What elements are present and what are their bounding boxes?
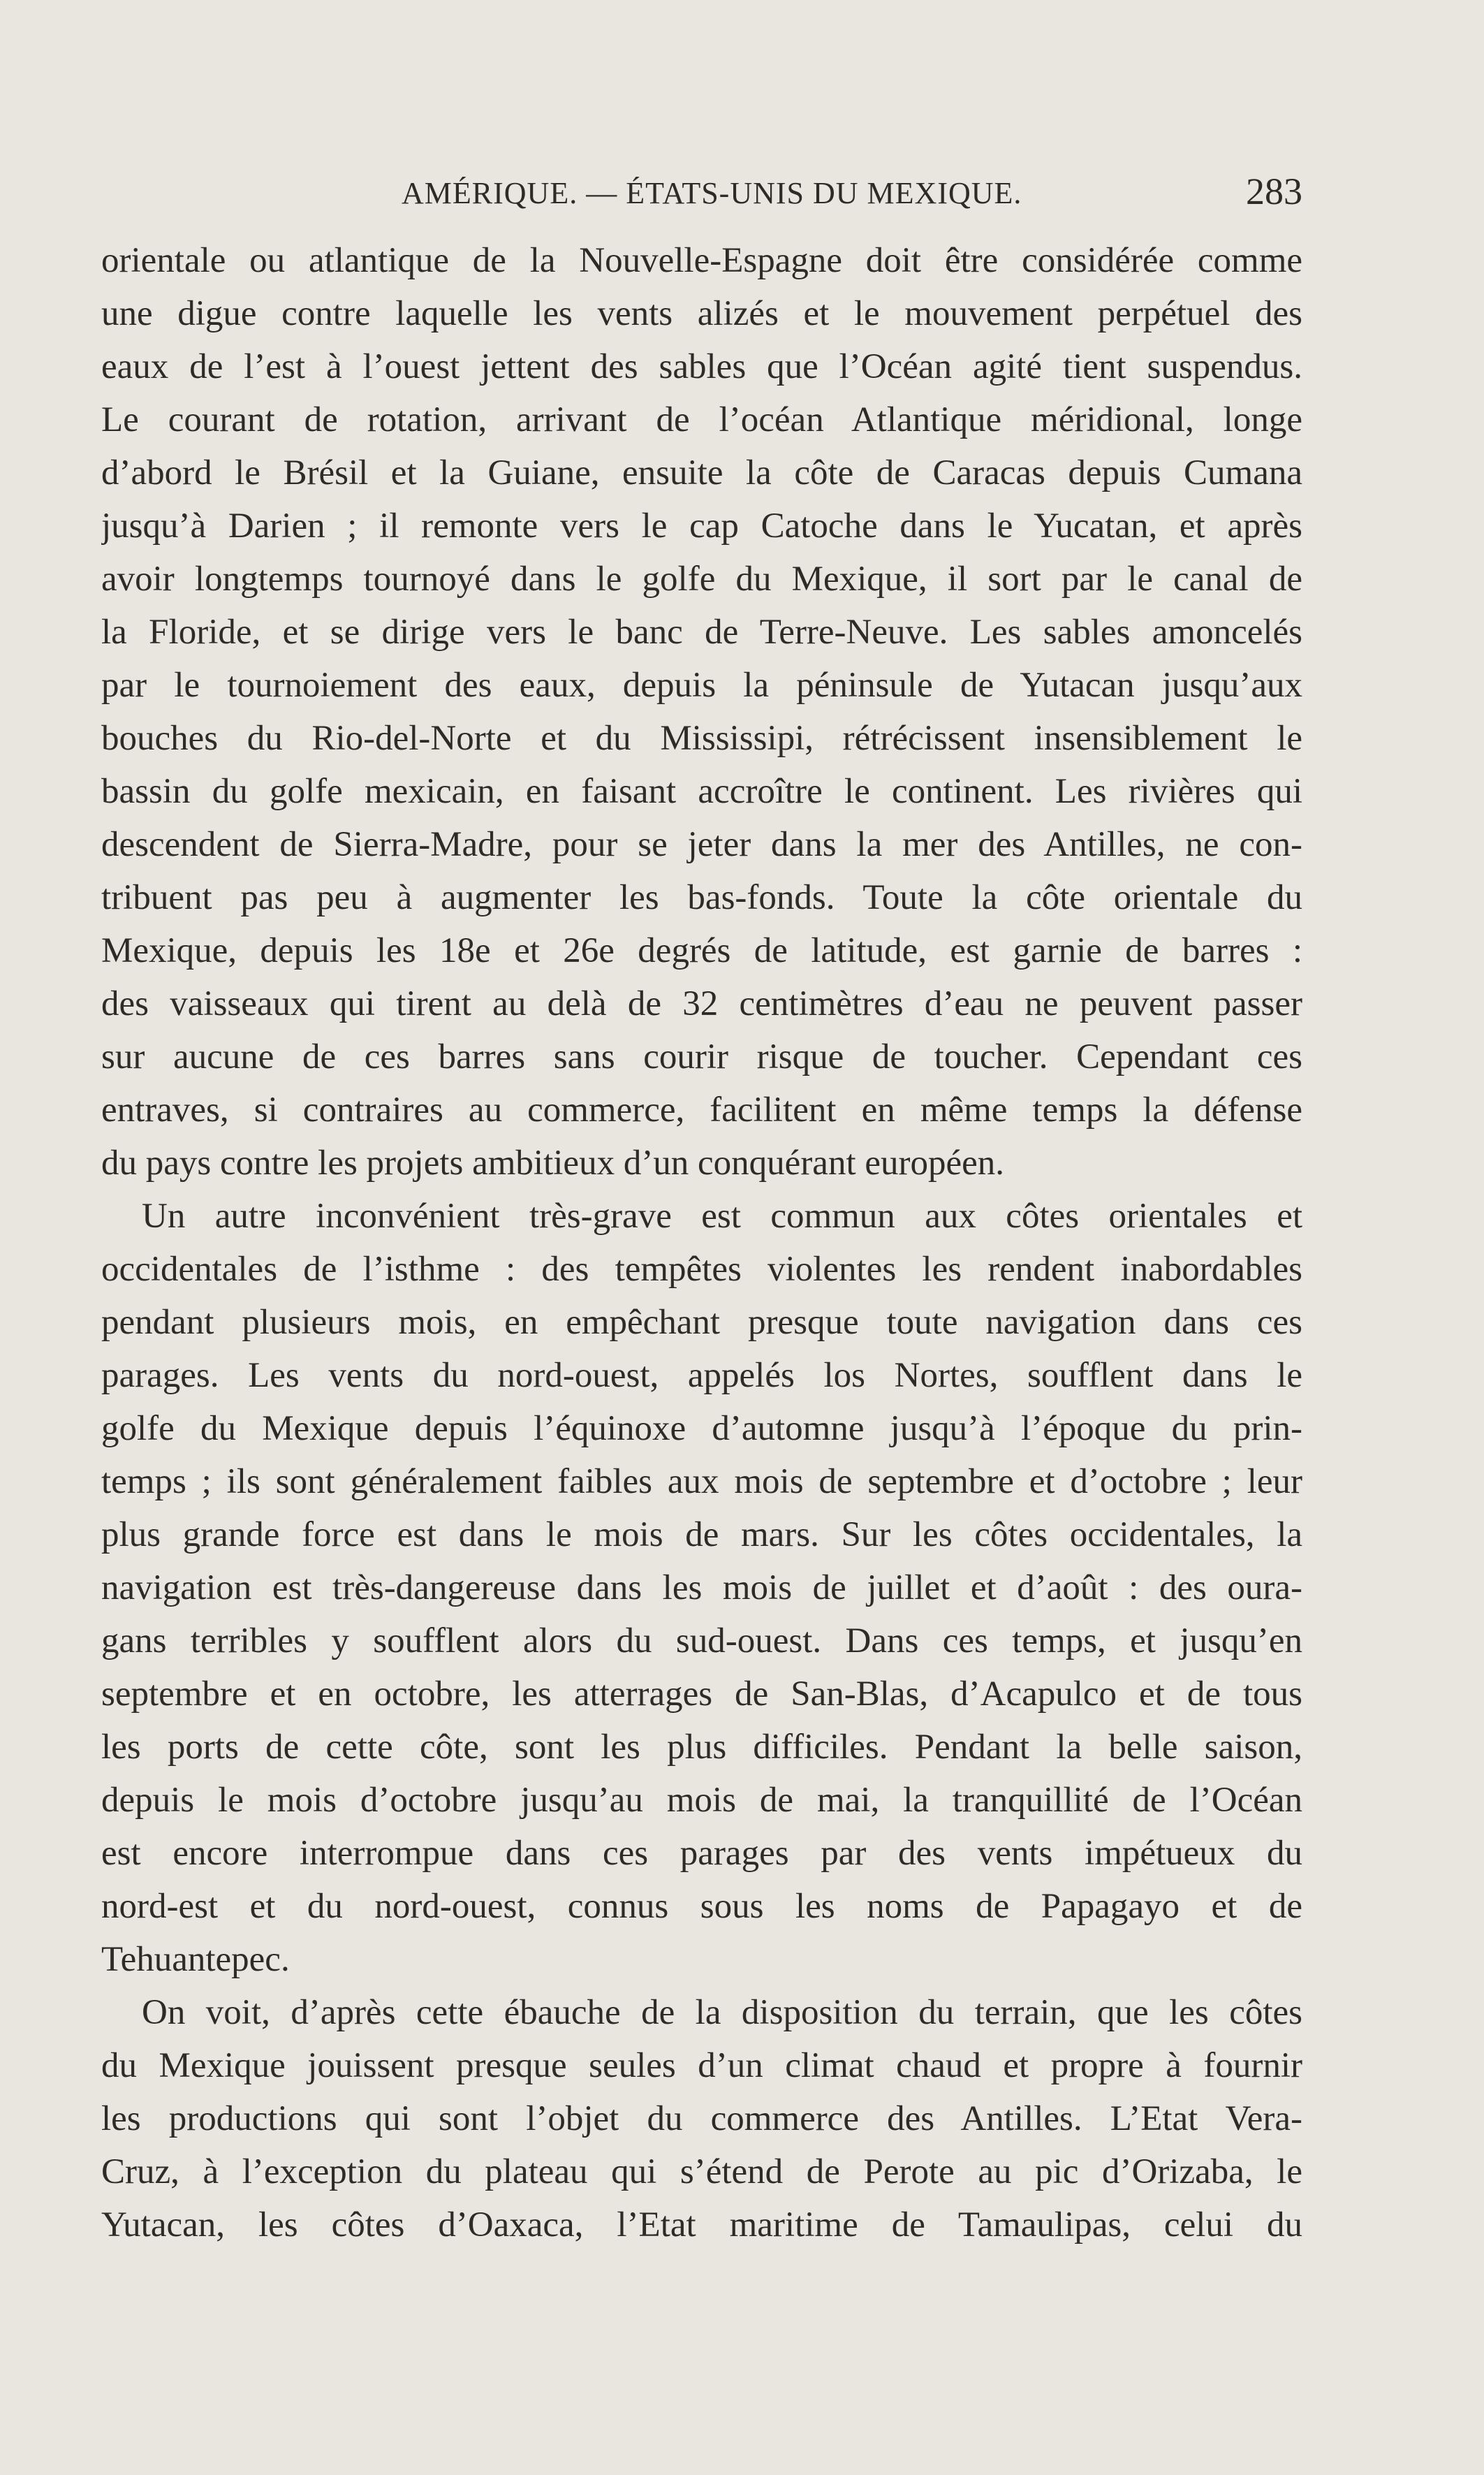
text-line: avoir longtemps tournoyé dans le golfe du Mexique, il sort par le canal de <box>101 560 1302 599</box>
text-line: une digue contre laquelle les vents alizés et le mouvement perpétuel des <box>101 294 1302 333</box>
text-line: tribuent pas peu à augmenter les bas-fonds. Toute la côte orientale du <box>101 878 1302 917</box>
text-line: occidentales de l’isthme : des tempêtes violentes les rendent inabordables <box>101 1250 1302 1289</box>
text-line: pendant plusieurs mois, en empêchant presque toute navigation dans ces <box>101 1303 1302 1342</box>
page-number: 283 <box>1246 170 1302 212</box>
text-line: des vaisseaux qui tirent au delà de 32 centimètres d’eau ne peuvent passer <box>101 984 1302 1023</box>
text-line: les productions qui sont l’objet du commerce des Antilles. L’Etat Vera- <box>101 2099 1302 2138</box>
text-line: par le tournoiement des eaux, depuis la péninsule de Yutacan jusqu’aux <box>101 666 1302 705</box>
text-line: nord-est et du nord-ouest, connus sous les noms de Papagayo et de <box>101 1887 1302 1926</box>
text-line: Tehuantepec. <box>101 1940 290 1979</box>
text-line: sur aucune de ces barres sans courir risque de toucher. Cependant ces <box>101 1037 1302 1076</box>
text-line: septembre et en octobre, les atterrages de San-Blas, d’Acapulco et de tous <box>101 1674 1302 1714</box>
page-header <box>101 170 1302 212</box>
text-line: depuis le mois d’octobre jusqu’au mois de mai, la tranquillité de l’Océan <box>101 1781 1302 1820</box>
text-line: Le courant de rotation, arrivant de l’océan Atlantique méridional, longe <box>101 400 1302 439</box>
text-line: d’abord le Brésil et la Guiane, ensuite la côte de Caracas depuis Cumana <box>101 453 1302 492</box>
text-line: descendent de Sierra-Madre, pour se jeter dans la mer des Antilles, ne con- <box>101 825 1302 864</box>
text-line: eaux de l’est à l’ouest jettent des sables que l’Océan agité tient suspendus. <box>101 347 1302 386</box>
text-line: Cruz, à l’exception du plateau qui s’étend de Perote au pic d’Orizaba, le <box>101 2152 1302 2191</box>
text-line: la Floride, et se dirige vers le banc de Terre-Neuve. Les sables amoncelés <box>101 613 1302 652</box>
text-line: parages. Les vents du nord-ouest, appelés los Nortes, soufflent dans le <box>101 1356 1302 1395</box>
text-line: du pays contre les projets ambitieux d’un conquérant européen. <box>101 1144 1005 1183</box>
text-line: Un autre inconvénient très-grave est commun aux côtes orientales et <box>142 1197 1302 1236</box>
text-line: est encore interrompue dans ces parages par des vents impétueux du <box>101 1834 1302 1873</box>
body-text <box>101 234 1302 2251</box>
text-line: bouches du Rio-del-Norte et du Mississipi, rétrécissent insensiblement le <box>101 719 1302 758</box>
text-line: navigation est très-dangereuse dans les mois de juillet et d’août : des oura- <box>101 1568 1302 1607</box>
text-line: du Mexique jouissent presque seules d’un climat chaud et propre à fournir <box>101 2046 1302 2085</box>
text-line: plus grande force est dans le mois de mars. Sur les côtes occidentales, la <box>101 1515 1302 1554</box>
text-line: Yutacan, les côtes d’Oaxaca, l’Etat maritime de Tamaulipas, celui du <box>101 2205 1302 2244</box>
text-line: golfe du Mexique depuis l’équinoxe d’automne jusqu’à l’époque du prin- <box>101 1409 1302 1448</box>
text-line: jusqu’à Darien ; il remonte vers le cap Catoche dans le Yucatan, et après <box>101 506 1302 546</box>
text-line: gans terribles y soufflent alors du sud-ouest. Dans ces temps, et jusqu’en <box>101 1621 1302 1660</box>
text-line: On voit, d’après cette ébauche de la disposition du terrain, que les côtes <box>142 1993 1302 2032</box>
text-line: Mexique, depuis les 18e et 26e degrés de latitude, est garnie de barres : <box>101 931 1302 970</box>
text-line: les ports de cette côte, sont les plus difficiles. Pendant la belle saison, <box>101 1728 1302 1767</box>
text-line: entraves, si contraires au commerce, facilitent en même temps la défense <box>101 1090 1302 1130</box>
running-title: AMÉRIQUE. — ÉTATS-UNIS DU MEXIQUE. <box>402 176 1022 210</box>
text-line: orientale ou atlantique de la Nouvelle-Espagne doit être considérée comme <box>101 241 1302 280</box>
text-line: bassin du golfe mexicain, en faisant accroître le continent. Les rivières qui <box>101 772 1302 811</box>
text-line: temps ; ils sont généralement faibles aux mois de septembre et d’octobre ; leur <box>101 1462 1302 1501</box>
